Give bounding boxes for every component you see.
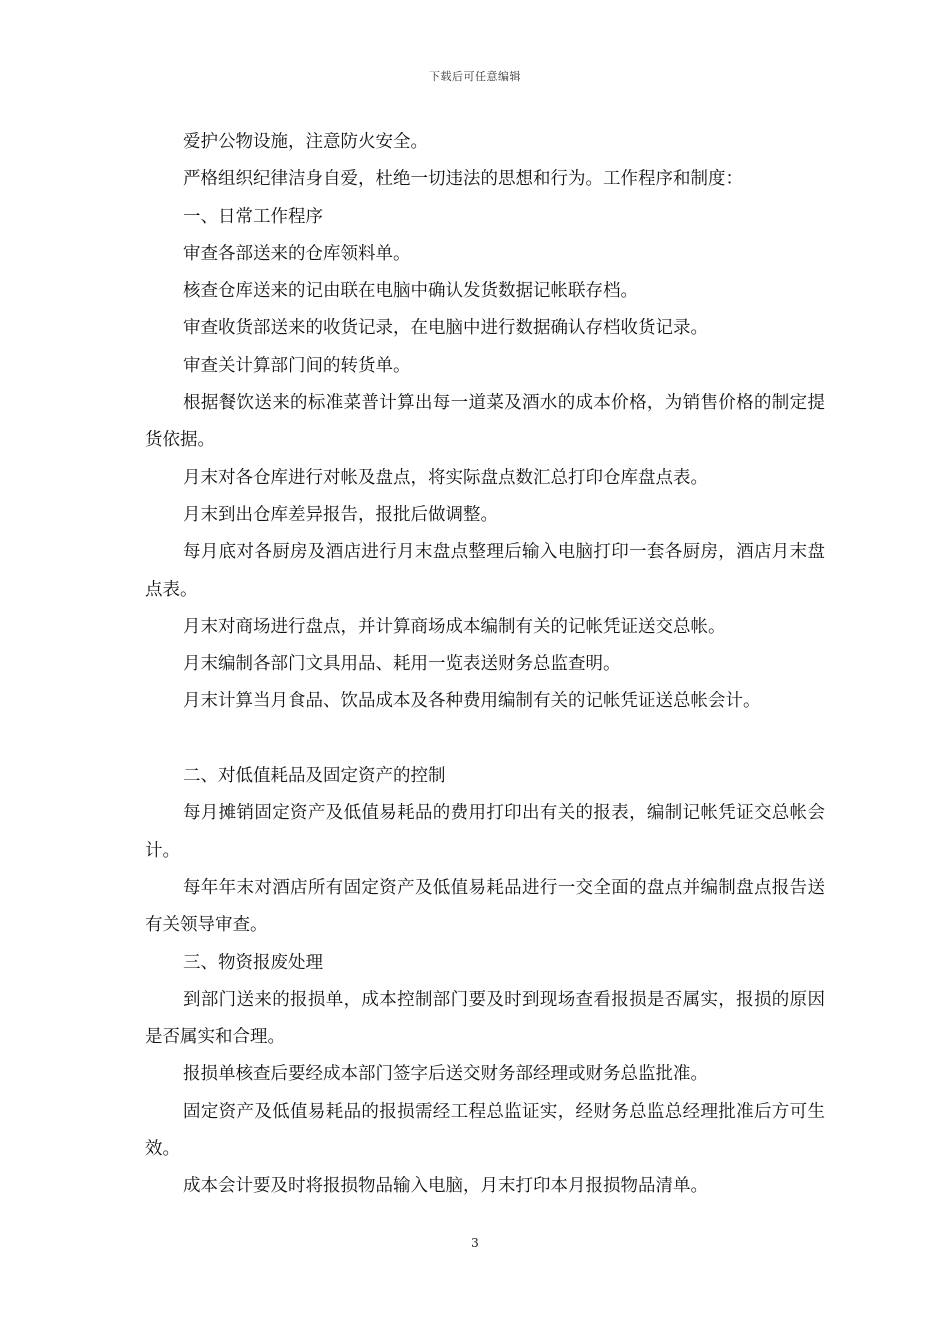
section-heading: 二、对低值耗品及固定资产的控制	[183, 766, 446, 787]
paragraph: 审查关计算部门间的转货单。	[183, 355, 411, 376]
paragraph: 月末对各仓库进行对帐及盘点，将实际盘点数汇总打印仓库盘点表。	[183, 467, 708, 488]
paragraph: 月末编制各部门文具用品、耗用一览表送财务总监查明。	[183, 654, 621, 675]
section-heading: 三、物资报废处理	[183, 952, 323, 973]
paragraph: 成本会计要及时将报损物品输入电脑，月末打印本月报损物品清单。	[183, 1176, 708, 1197]
paragraph: 审查各部送来的仓库领料单。	[183, 243, 411, 264]
paragraph: 月末计算当月食品、饮品成本及各种费用编制有关的记帐凭证送总帐会计。	[183, 691, 761, 712]
paragraph: 爱护公物设施，注意防火安全。	[183, 132, 428, 152]
paragraph: 每年年末对酒店所有固定资产及低值易耗品进行一交全面的盘点并编制盘点报告送有关领导审查。	[145, 877, 825, 936]
paragraph: 每月底对各厨房及酒店进行月末盘点整理后输入电脑打印一套各厨房，酒店月末盘点表。	[145, 542, 825, 600]
paragraph: 月末对商场进行盘点，并计算商场成本编制有关的记帐凭证送交总帐。	[183, 616, 726, 637]
page-header: 下载后可任意编辑	[429, 70, 521, 83]
document-body	[145, 124, 825, 1206]
paragraph: 审查收货部送来的收货记录，在电脑中进行数据确认存档收货记录。	[183, 318, 708, 339]
paragraph: 固定资产及低值易耗品的报损需经工程总监证实，经财务总监总经理批准后方可生效。	[145, 1101, 825, 1160]
paragraph: 根据餐饮送来的标准菜普计算出每一道菜及酒水的成本价格，为销售价格的制定提货依据。	[145, 393, 825, 451]
paragraph: 报损单核查后要经成本部门签字后送交财务部经理或财务总监批准。	[183, 1064, 708, 1085]
paragraph: 每月摊销固定资产及低值易耗品的费用打印出有关的报表，编制记帐凭证交总帐会计。	[145, 803, 825, 861]
paragraph: 到部门送来的报损单，成本控制部门要及时到现场查看报损是否属实，报损的原因是否属实和合理。	[145, 989, 825, 1048]
paragraph: 核查仓库送来的记由联在电脑中确认发货数据记帐联存档。	[183, 281, 638, 302]
page-number: 3	[471, 1236, 479, 1250]
paragraph: 严格组织纪律洁身自爱，杜绝一切违法的思想和行为。工作程序和制度：	[183, 169, 743, 190]
section-heading: 一、日常工作程序	[183, 206, 323, 227]
blank-line	[145, 721, 825, 758]
paragraph: 月末到出仓库差异报告，报批后做调整。	[183, 504, 498, 525]
